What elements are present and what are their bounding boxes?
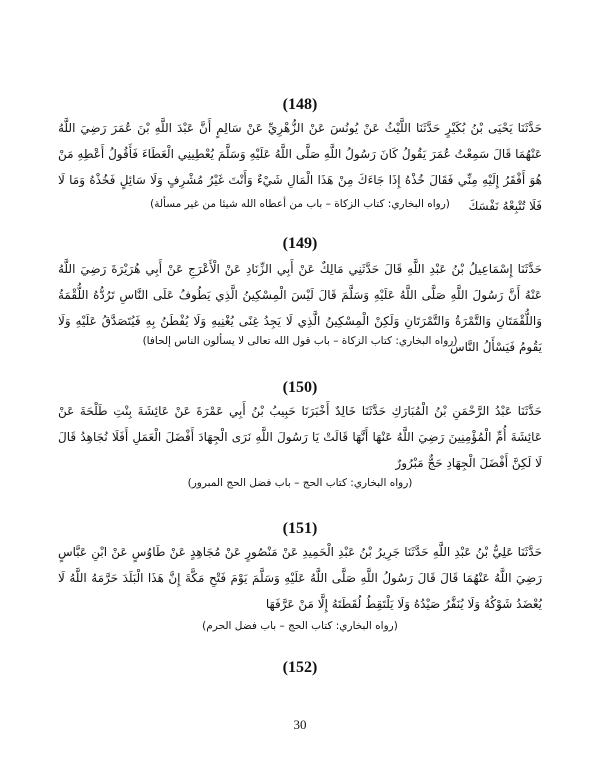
hadith-number: (149): [282, 235, 318, 252]
hadith-reference: (رواه البخاري: كتاب الزكاة – باب من أعطاه الله شيئا من غير مسألة): [150, 198, 450, 210]
hadith-text: حَدَّثَنَا عَبْدُ الرَّحْمَنِ بْنُ الْمُبَارَكِ حَدَّثَنَا خَالِدٌ أَخْبَرَنَا حَبِيبُ بْنُ أَبِي عَمْرَةَ عَنْ عَائِشَةَ بِنْتِ طَلْحَةَ عَنْ عَائِشَةَ أُمِّ الْمُؤْمِنِينَ رَضِيَ اللَّهُ عَنْهَا أَنَّهَا قَالَتْ يَا رَسُولَ اللَّهِ نَرَى الْجِهَادَ أَفْضَلَ الْعَمَلِ أَفَلَا نُجَاهِدُ قَالَ لَا لَكِنَّ أَفْضَلَ الْجِهَادِ حَجٌّ مَبْرُورٌ: [58, 404, 542, 470]
hadith-text: حَدَّثَنَا يَحْيَى بْنُ بُكَيْرٍ حَدَّثَنَا اللَّيْثُ عَنْ يُونُسَ عَنْ الزُّهْرِيِّ عَنْ سَالِمٍ أَنَّ عَبْدَ اللَّهِ بْنَ عُمَرَ رَضِيَ اللَّهُ عَنْهُمَا قَالَ سَمِعْتُ عُمَرَ يَقُولُ كَانَ رَسُولُ اللَّهِ صَلَّى اللَّهُ عَلَيْهِ وَسَلَّمَ يُعْطِينِي الْعَطَاءَ فَأَقُولُ أَعْطِهِ مَنْ هُوَ أَفْقَرُ إِلَيْهِ مِنِّي فَقَالَ خُذْهُ إِذَا جَاءَكَ مِنْ هَذَا الْمَالِ شَيْءٌ وَأَنْتَ غَيْرُ مُشْرِفٍ وَلَا سَائِلٍ فَخُذْهُ وَمَا لَا فَلَا تُتْبِعْهُ نَفْسَكَ: [58, 121, 542, 213]
hadith-text: حَدَّثَنَا عَلِيُّ بْنُ عَبْدِ اللَّهِ حَدَّثَنَا جَرِيرُ بْنُ عَبْدِ الْحَمِيدِ عَنْ مَنْصُورٍ عَنْ مُجَاهِدٍ عَنْ طَاوُسٍ عَنْ ابْنِ عَبَّاسٍ رَضِيَ اللَّهُ عَنْهُمَا قَالَ قَالَ رَسُولُ اللَّهِ صَلَّى اللَّهُ عَلَيْهِ وَسَلَّمَ يَوْمَ فَتْحِ مَكَّةَ إِنَّ هَذَا الْبَلَدَ حَرَّمَهُ اللَّهُ لَا يُعْضَدُ شَوْكُهُ وَلَا يُنَفَّرُ صَيْدُهُ وَلَا يَلْتَقِطُ لُقَطَتَهُ إِلَّا مَنْ عَرَّفَهَا: [58, 545, 542, 611]
hadith-number: (151): [282, 520, 318, 537]
hadith-number: (150): [282, 379, 318, 396]
page-number: 30: [293, 717, 307, 732]
hadith-reference: (رواه البخاري: كتاب الحج – باب فضل الحرم): [202, 620, 398, 632]
hadith-reference: (رواه البخاري: كتاب الحج – باب فضل الحج المبرور): [187, 477, 413, 489]
hadith-number: (148): [282, 96, 318, 113]
hadith-text: حَدَّثَنَا إِسْمَاعِيلُ بْنُ عَبْدِ اللَّهِ قَالَ حَدَّثَنِي مَالِكٌ عَنْ أَبِي الزِّنَادِ عَنْ الْأَعْرَجِ عَنْ أَبِي هُرَيْرَةَ رَضِيَ اللَّهُ عَنْهُ أَنَّ رَسُولَ اللَّهِ صَلَّى اللَّهُ عَلَيْهِ وَسَلَّمَ قَالَ لَيْسَ الْمِسْكِينُ الَّذِي يَطُوفُ عَلَى النَّاسِ تَرُدُّهُ اللُّقْمَةُ وَاللُّقْمَتَانِ وَالتَّمْرَةُ وَالتَّمْرَتَانِ وَلَكِنْ الْمِسْكِينُ الَّذِي لَا يَجِدُ غِنًى يُغْنِيهِ وَلَا يُفْطَنُ بِهِ فَيُتَصَدَّقُ عَلَيْهِ وَلَا يَقُومُ فَيَسْأَلُ النَّاسَ: [58, 262, 542, 354]
hadith-reference: (رواه البخاري: كتاب الزكاة – باب قول الله تعالى لا يسألون الناس إلحافا): [142, 335, 458, 347]
hadith-number: (152): [282, 659, 318, 676]
